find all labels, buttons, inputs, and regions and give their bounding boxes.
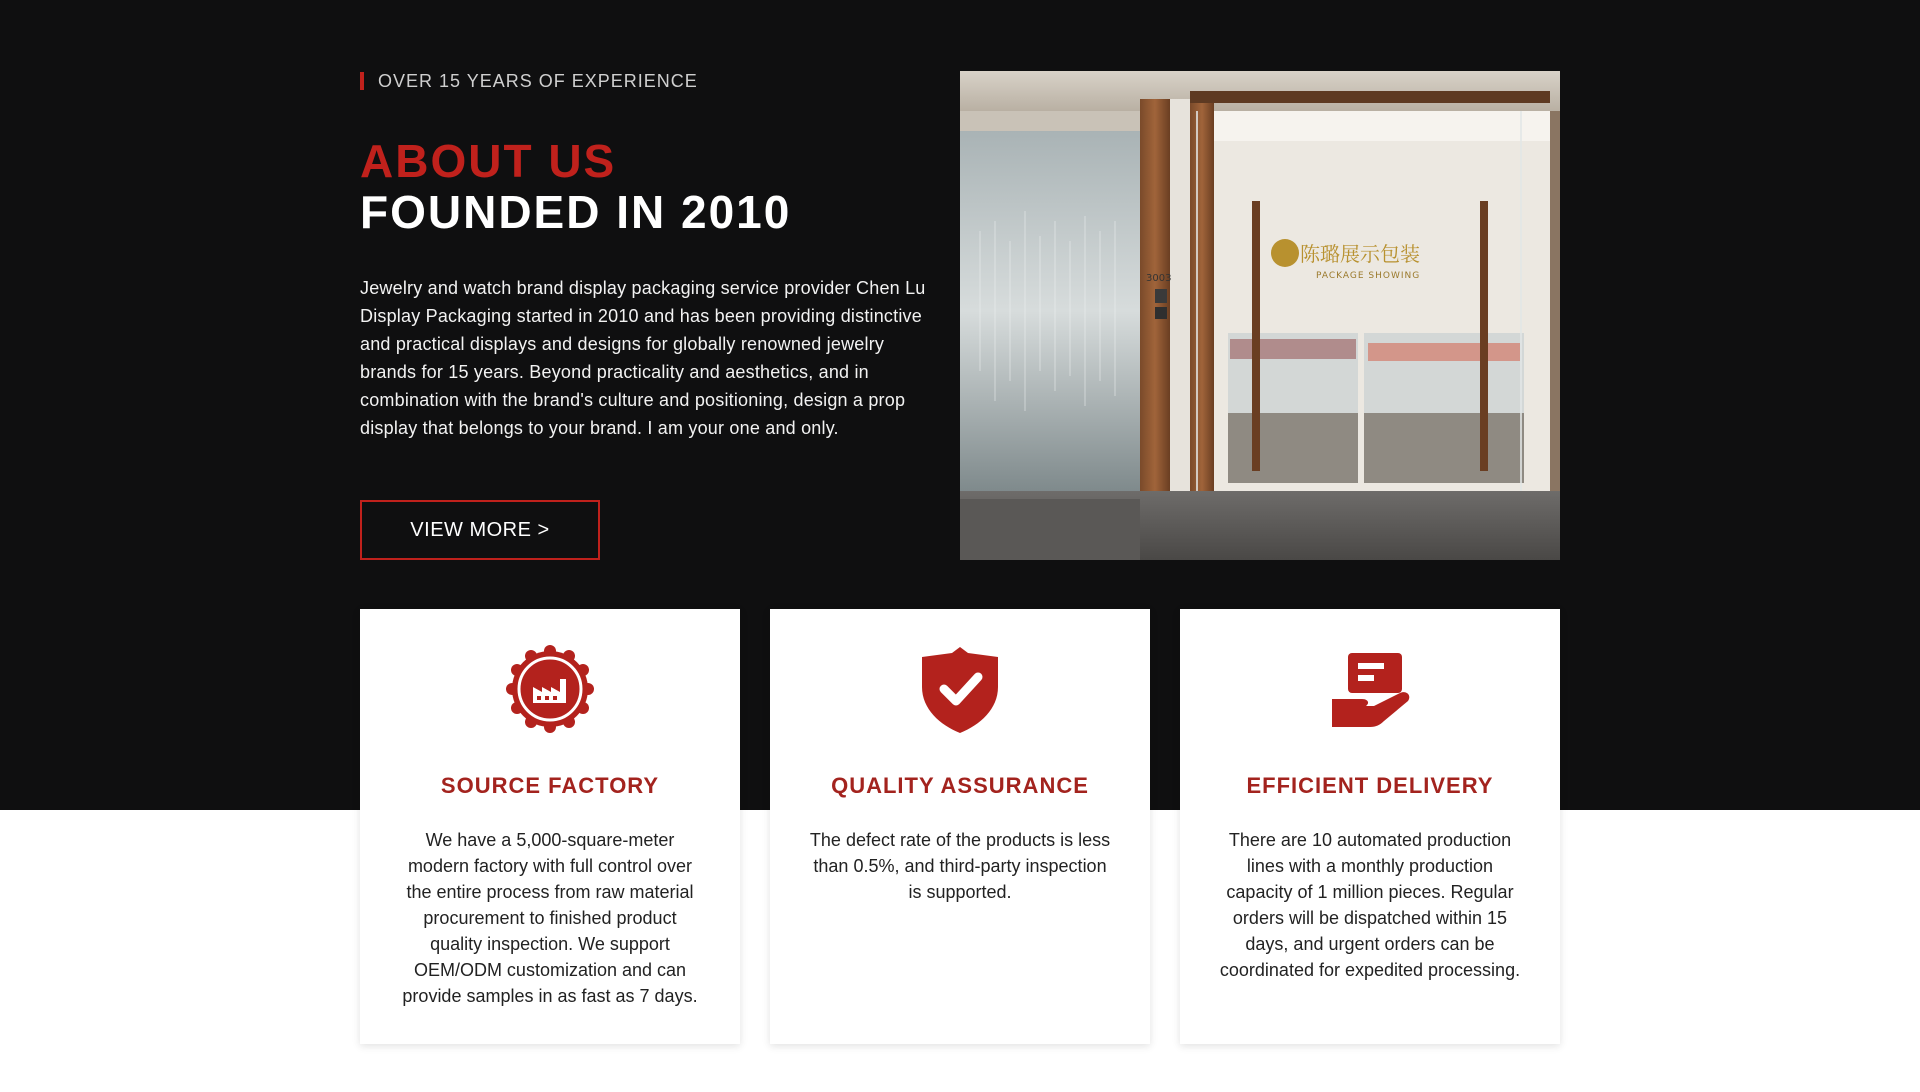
feature-card-efficient-delivery [1180,609,1560,1044]
feature-title: SOURCE FACTORY [440,773,660,798]
eyebrow [360,70,940,92]
feature-card-quality-assurance [770,609,1150,1044]
view-more-button[interactable]: VIEW MORE > [360,500,600,560]
about-title-main: FOUNDED IN 2010 [360,186,792,238]
showroom-illustration [960,71,1560,560]
about-title-accent: ABOUT US [360,135,617,187]
room-number: 3003 [1146,273,1172,284]
showroom-sign-chinese: 陈璐展示包装 [1300,242,1420,266]
features-section [360,609,1560,1044]
feature-card-source-factory [360,609,740,1044]
feature-text: The defect rate of the products is less than 0.5%, and third-party inspection is supported. [809,830,1111,902]
about-section [360,70,940,541]
showroom-sign-english: PACKAGE SHOWING [1316,271,1421,281]
eyebrow-text: OVER 15 YEARS OF EXPERIENCE [378,70,698,91]
feature-text: There are 10 automated production lines with a monthly production capacity of 1 million pieces. Regular orders will be dispatched within 15 days, and urgent orders can be coordinated for expedited processing. [1219,830,1521,980]
shield-check-icon [912,641,1008,737]
feature-title: EFFICIENT DELIVERY [1246,773,1494,798]
factory-badge-icon [502,641,598,737]
showroom-photo [960,71,1560,560]
about-description: Jewelry and watch brand display packaging service provider Chen Lu Display Packaging started in 2010 and has been providing distinctive and practical displays and designs for globally renowned jewelry brands for 15 years. Beyond practicality and aesthetics, and in combination with the brand's culture and positioning, design a prop display that belongs to your brand. I am your one and only. [360,278,926,438]
feature-title: QUALITY ASSURANCE [831,773,1089,798]
hand-delivery-icon [1322,641,1418,737]
eyebrow-accent-bar [360,72,364,90]
feature-text: We have a 5,000-square-meter modern factory with full control over the entire process from raw material procurement to finished product quality inspection. We support OEM/ODM customization and can provide samples in as fast as 7 days. [402,830,698,1006]
